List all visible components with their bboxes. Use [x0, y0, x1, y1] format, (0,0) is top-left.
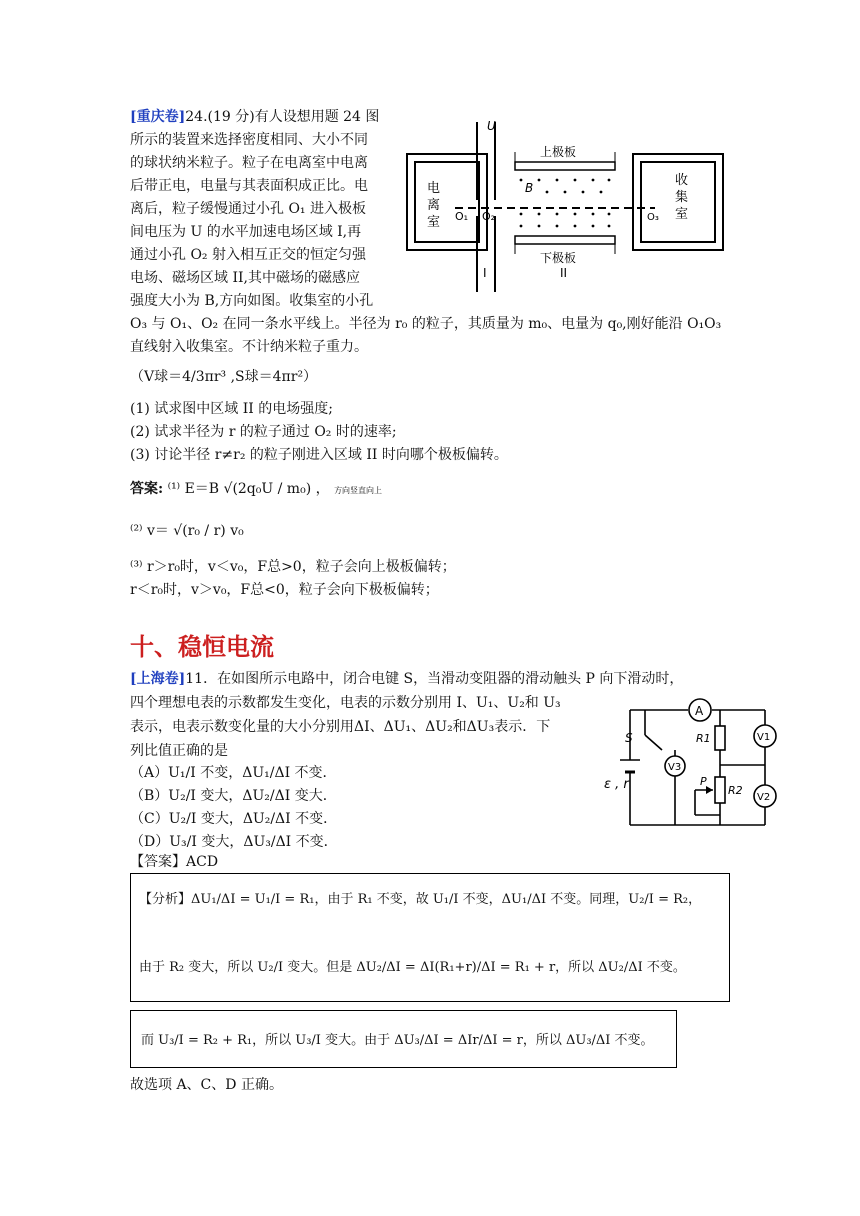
option-c: （C）U₂/I 变大，ΔU₂/ΔI 不变． [130, 811, 338, 827]
top-plate [515, 162, 615, 170]
option-a: （A）U₁/I 不变，ΔU₁/ΔI 不变． [130, 765, 337, 781]
answer-3b: r＜r₀时，v＞v₀，F总<0，粒子会向下极板偏转； [130, 582, 439, 598]
problem-line: 间电压为 U 的水平加速电场区域 I,再 [130, 224, 362, 240]
svg-text:A: A [695, 704, 704, 718]
question-1: (1) 试求图中区域 II 的电场强度; [130, 401, 333, 417]
answer-2: ⁽²⁾ v＝ √(r₀ / r) v₀ [130, 523, 244, 539]
switch-label: S [625, 731, 633, 745]
bottom-plate [515, 236, 615, 244]
o3-label: O₃ [647, 212, 659, 223]
section-heading: 十、稳恒电流 [130, 633, 274, 661]
answer-1: 答案: ⁽¹⁾ E＝B √(2q₀U / m₀) ， 方向竖直向上 [130, 481, 383, 497]
problem-line: O₃ 与 O₁、O₂ 在同一条水平线上。半径为 r₀ 的粒子，其质量为 m₀、电量为 q₀,刚好能沿 O₁O₃ [130, 316, 722, 332]
analysis-line-2: 由于 R₂ 变大，所以 U₂/I 变大。但是 ΔU₂/ΔI = ΔI(R₁+r)/ΔI = R₁ + r，所以 ΔU₂/ΔI 不变。 [139, 960, 686, 975]
o2-label: O₂ [482, 210, 496, 223]
circuit-diagram [600, 690, 790, 830]
bottom-plate-label: 下极板 [540, 251, 577, 265]
svg-text:V1: V1 [757, 732, 771, 743]
collection-room-label: 收 [675, 173, 689, 188]
answer-label: 答案: [130, 481, 164, 497]
problem-line: 后带正电，电量与其表面积成正比。电 [130, 178, 368, 194]
question-2: (2) 试求半径为 r 的粒子通过 O₂ 时的速率; [130, 424, 397, 440]
region-2-label: II [560, 266, 568, 280]
question-3: (3) 讨论半径 r≠r₂ 的粒子刚进入区域 II 时向哪个极板偏转。 [130, 447, 508, 463]
top-plate-label: 上极板 [540, 145, 577, 159]
problem-line: 的球状纳米粒子。粒子在电离室中电离 [130, 155, 368, 171]
problem-line: 表示，电表示数变化量的大小分别用ΔI、ΔU₁、ΔU₂和ΔU₃表示．下 [130, 719, 551, 735]
problem-line: 直线射入收集室。不计纳米粒子重力。 [130, 339, 368, 355]
source-tag: [上海卷] [130, 671, 186, 687]
option-b: （B）U₂/I 变大，ΔU₂/ΔI 变大． [130, 788, 337, 804]
analysis-box-2 [130, 1010, 677, 1068]
emf-label: ε , r [604, 777, 629, 792]
ionization-room-label: 电 [427, 181, 441, 196]
svg-text:V3: V3 [668, 762, 682, 773]
slider-p-label: P [700, 775, 707, 788]
problem-line: 通过小孔 O₂ 射入相互正交的恒定匀强 [130, 247, 366, 263]
problem-line: 离后，粒子缓慢通过小孔 O₁ 进入极板 [130, 201, 366, 217]
source-tag: [重庆卷] [130, 109, 186, 125]
svg-text:离: 离 [427, 198, 441, 213]
problem-line: 列比值正确的是 [130, 743, 228, 759]
problem-line: 电场、磁场区域 II,其中磁场的磁感应 [130, 270, 360, 286]
o1-label: O₁ [455, 210, 469, 223]
answer-line: 【答案】ACD [130, 854, 219, 870]
problem-line: 强度大小为 B,方向如图。收集室的小孔 [130, 293, 374, 309]
direction-note: 方向竖直向上 [334, 486, 383, 495]
conclusion: 故选项 A、C、D 正确。 [130, 1077, 283, 1093]
volume-formula: （V球＝4/3πr³ ,S球＝4πr²） [130, 369, 318, 385]
particle-selector-diagram [405, 112, 730, 317]
analysis-line-1: 【分析】ΔU₁/ΔI = U₁/I = R₁，由于 R₁ 不变，故 U₁/I 不变，ΔU₁/ΔI 不变。同理，U₂/I = R₂， [139, 892, 702, 907]
r2-label: R2 [728, 784, 743, 797]
answer-3a: ⁽³⁾ r＞r₀时，v＜v₀，F总>0，粒子会向上极板偏转； [130, 559, 456, 575]
problem-line: 所示的装置来选择密度相同、大小不同 [130, 132, 368, 148]
problem-line: 四个理想电表的示数都发生变化，电表的示数分别用 I、U₁、U₂和 U₃ [130, 695, 561, 711]
r1-label: R1 [696, 732, 711, 745]
region-1-label: I [483, 266, 487, 280]
analysis-box [130, 873, 730, 1002]
magnetic-field-label: B [525, 181, 534, 195]
ionization-room [407, 154, 487, 250]
analysis-line-3: 而 U₃/I = R₂ + R₁，所以 U₃/I 变大。由于 ΔU₃/ΔI = ΔIr/ΔI = r，所以 ΔU₃/ΔI 不变。 [141, 1033, 654, 1048]
svg-text:V2: V2 [757, 792, 771, 803]
svg-text:集: 集 [675, 190, 689, 205]
svg-text:室: 室 [675, 207, 689, 222]
problem-line: [重庆卷]24.(19 分)有人设想用题 24 图 [130, 109, 380, 125]
voltage-label: U [487, 119, 496, 133]
problem-line: [上海卷]11．在如图所示电路中，闭合电键 S，当滑动变阻器的滑动触头 P 向下滑动时， [130, 671, 684, 687]
svg-text:室: 室 [427, 215, 441, 230]
option-d: （D）U₃/I 变大，ΔU₃/ΔI 不变． [130, 834, 338, 850]
